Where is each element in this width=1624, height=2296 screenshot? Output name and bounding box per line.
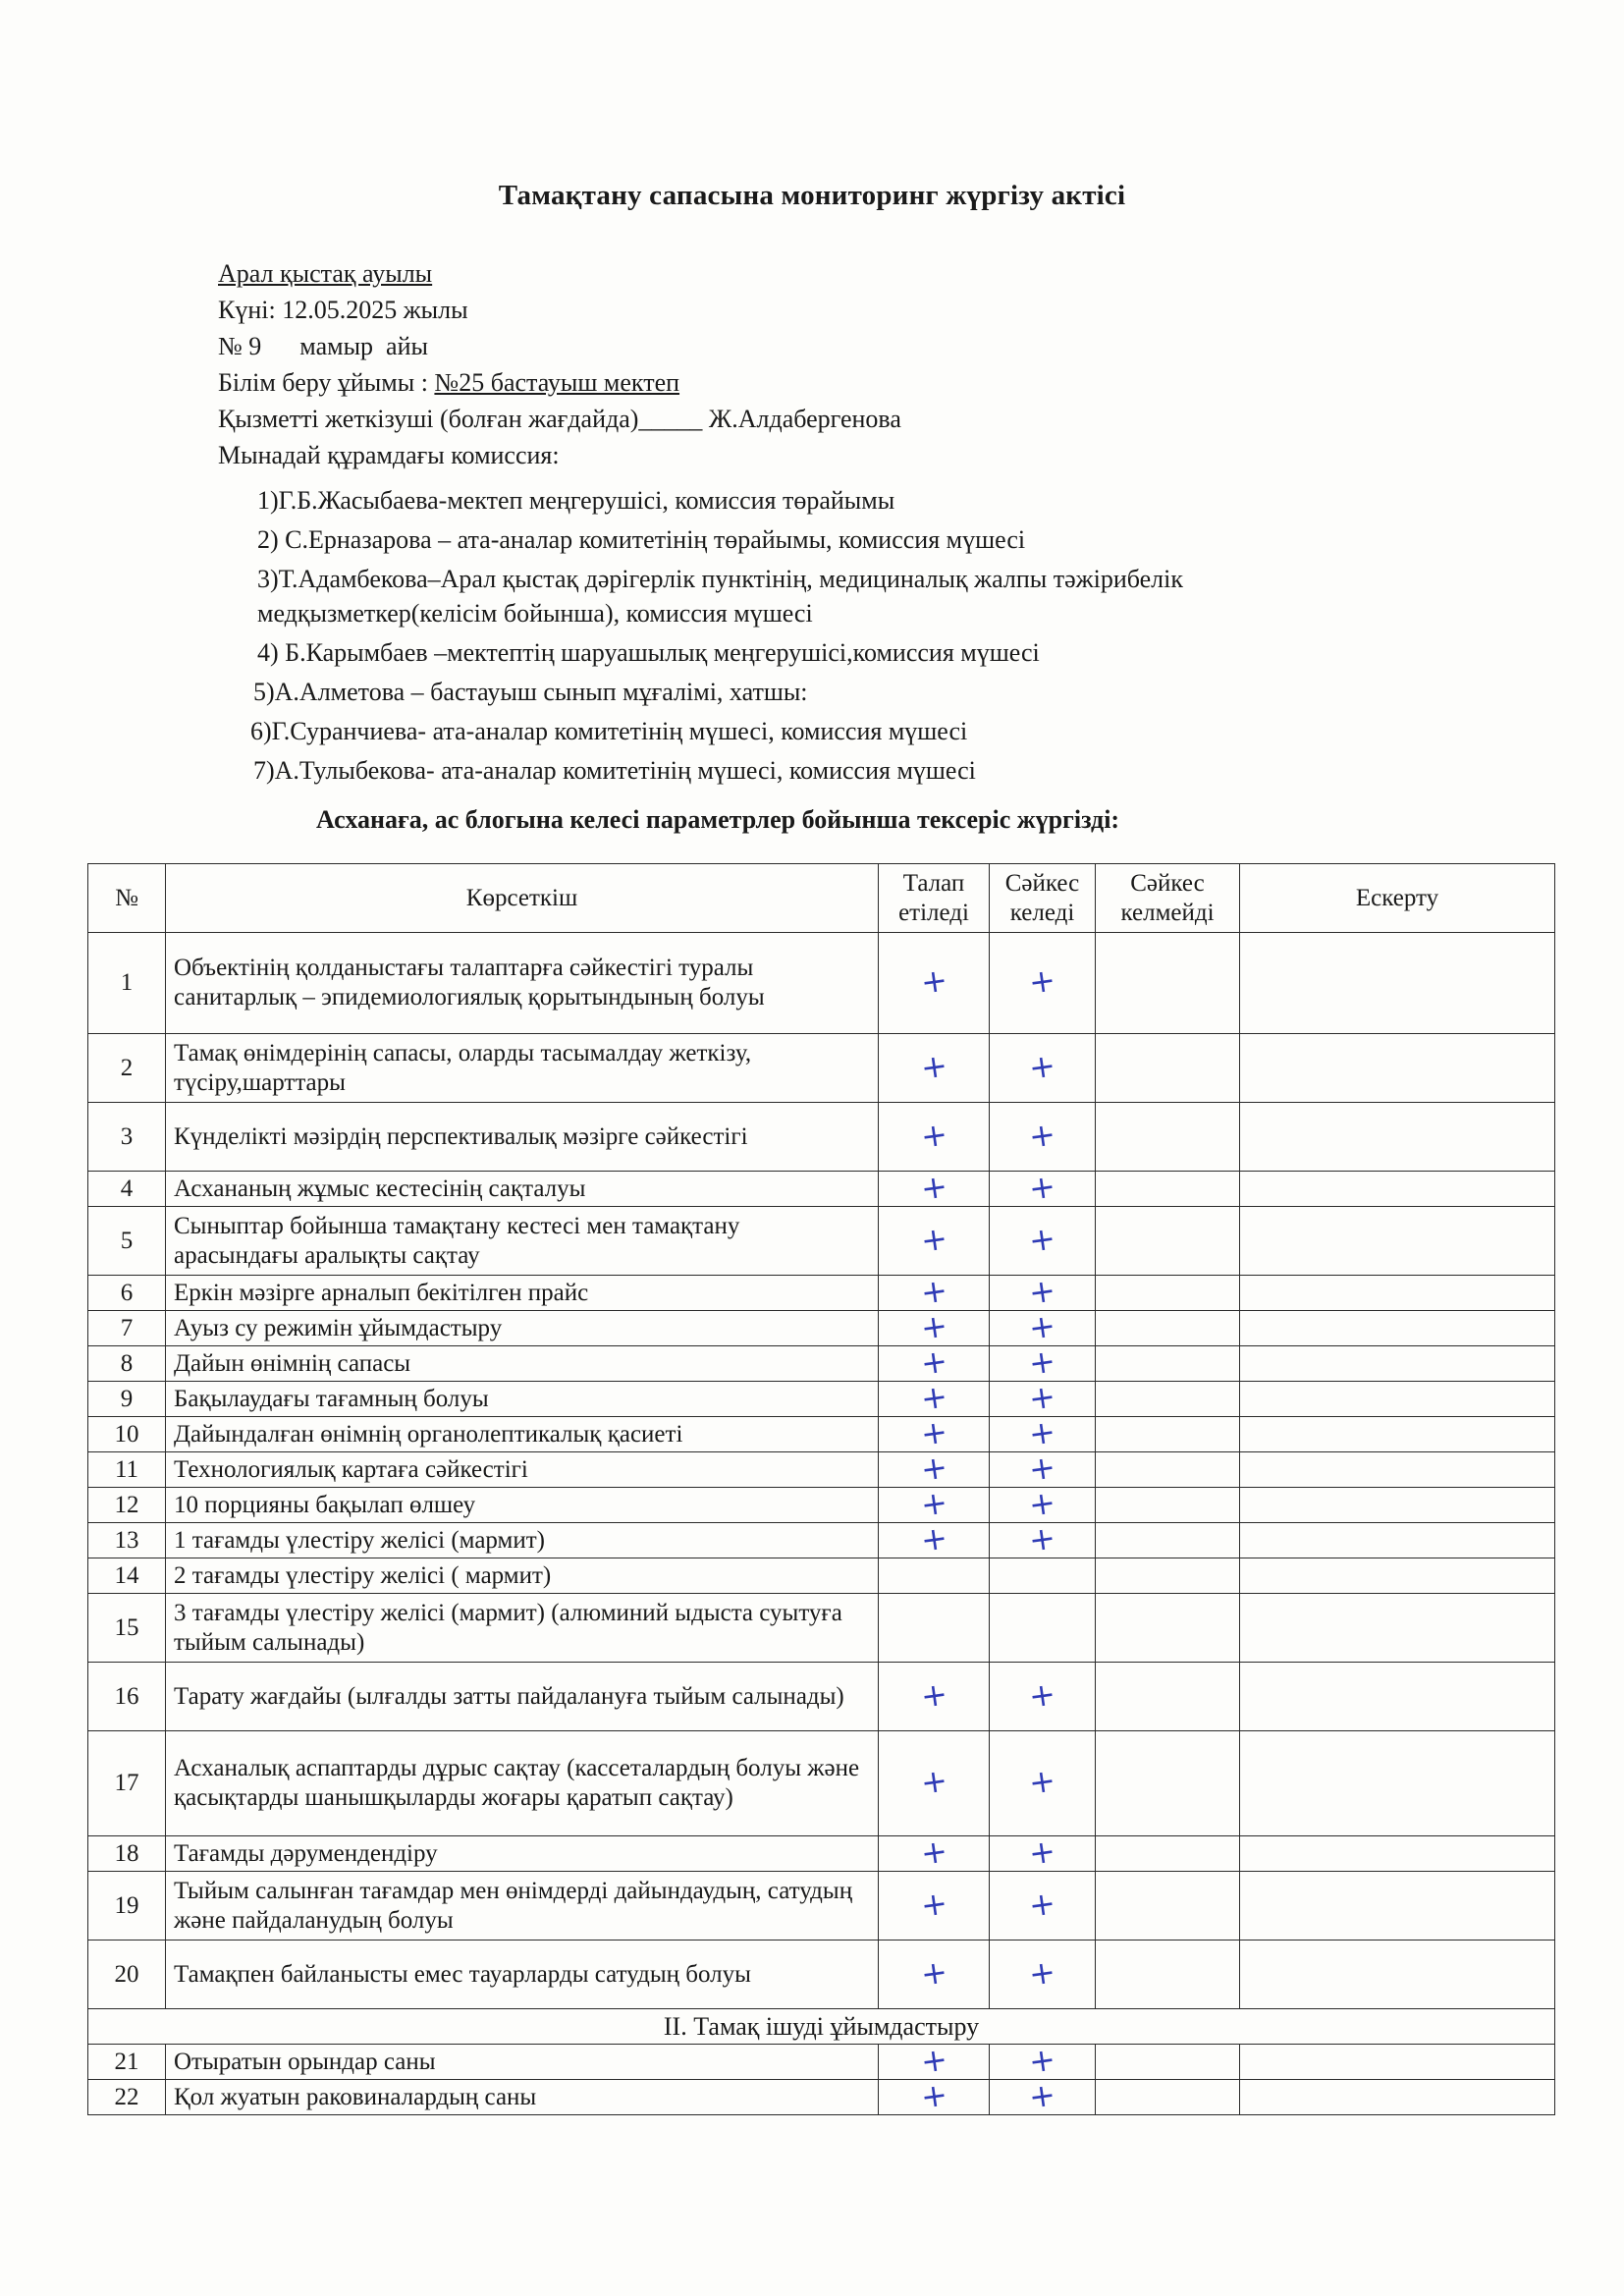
row-number: 21 — [88, 2045, 166, 2080]
row-not-matches-cell — [1096, 933, 1240, 1034]
row-matches-mark — [990, 1731, 1096, 1836]
plus-mark: + — [1026, 1305, 1058, 1347]
row-indicator: Тамақпен байланысты емес тауарларды сатудың болуы — [166, 1941, 879, 2009]
row-note-cell — [1240, 1872, 1555, 1941]
row-indicator: Тыйым салынған тағамдар мен өнімдерді дайындаудың, сатудың және пайдаланудың болуы — [166, 1872, 879, 1941]
row-matches-mark — [990, 2039, 1096, 2081]
row-number: 15 — [88, 1594, 166, 1663]
plus-mark: + — [1026, 1270, 1058, 1312]
row-indicator: Дайындалған өнімнің органолептикалық қасиеті — [166, 1417, 879, 1452]
plus-mark: + — [918, 1045, 949, 1087]
plus-mark: + — [1026, 1761, 1058, 1802]
row-not-matches-cell — [1096, 1523, 1240, 1558]
plus-mark: + — [1026, 1517, 1058, 1559]
table-row — [88, 1382, 1555, 1417]
header-note: Ескерту — [1240, 864, 1555, 933]
row-matches-mark — [990, 2074, 1096, 2116]
row-matches-mark — [990, 1340, 1096, 1383]
plus-mark: + — [1026, 1218, 1058, 1260]
row-matches-mark — [990, 1517, 1096, 1559]
row-note-cell — [1240, 1594, 1555, 1663]
plus-mark: + — [918, 1305, 949, 1347]
row-indicator: Ауыз су режимін ұйымдастыру — [166, 1311, 879, 1346]
section-2-title: II. Тамақ ішуді ұйымдастыру — [88, 2009, 1555, 2045]
row-indicator: 3 тағамды үлестіру желісі (мармит) (алюминий ыдыста суытуға тыйым салынады) — [166, 1594, 879, 1663]
row-not-matches-cell — [1096, 1452, 1240, 1488]
row-matches-mark — [990, 1207, 1096, 1276]
plus-mark: + — [1026, 2039, 1058, 2081]
member-1: 1)Г.Б.Жасыбаева-мектеп меңгерушісі, комиссия төрайымы — [257, 486, 895, 515]
plus-mark: + — [1026, 1166, 1058, 1208]
plus-mark: + — [918, 1376, 949, 1418]
row-matches-mark — [990, 933, 1096, 1034]
member-3-continued: медқызметкер(келісім бойынша), комиссия мүшесі — [257, 599, 813, 628]
plus-mark: + — [918, 1447, 949, 1489]
plus-mark: + — [1026, 1376, 1058, 1418]
plus-mark: + — [918, 2039, 949, 2081]
row-number: 8 — [88, 1346, 166, 1382]
row-not-matches-cell — [1096, 1382, 1240, 1417]
row-not-matches-cell — [1096, 1836, 1240, 1872]
row-matches-mark — [990, 1872, 1096, 1941]
row-matches-mark — [990, 1166, 1096, 1208]
row-not-matches-cell — [1096, 1488, 1240, 1523]
act-date: Күні: 12.05.2025 жылы — [218, 296, 468, 324]
table-row — [88, 1452, 1555, 1488]
row-matches-mark — [990, 1376, 1096, 1418]
row-note-cell — [1240, 2045, 1555, 2080]
document-title: Тамақтану сапасына мониторинг жүргізу актісі — [498, 180, 1126, 211]
plus-mark: + — [918, 1673, 949, 1716]
row-number: 7 — [88, 1311, 166, 1346]
row-matches-mark — [990, 1034, 1096, 1103]
row-number: 11 — [88, 1452, 166, 1488]
member-5: 5)А.Алметова – бастауыш сынып мұғалімі, хатшы: — [253, 678, 808, 706]
row-not-matches-cell — [1096, 1311, 1240, 1346]
row-number: 10 — [88, 1417, 166, 1452]
row-number: 2 — [88, 1034, 166, 1103]
row-required-mark — [879, 2074, 990, 2116]
row-note-cell — [1240, 1731, 1555, 1836]
row-number: 17 — [88, 1731, 166, 1836]
table-header-row — [88, 864, 1555, 933]
row-indicator: Дайын өнімнің сапасы — [166, 1346, 879, 1382]
row-matches-mark — [990, 1663, 1096, 1731]
plus-mark: + — [918, 1951, 949, 1994]
row-indicator: Тағамды дәрумендендіру — [166, 1836, 879, 1872]
row-required-mark — [879, 1941, 990, 2009]
row-indicator: Қол жуатын раковиналардың саны — [166, 2080, 879, 2115]
table-row — [88, 1663, 1555, 1731]
plus-mark: + — [918, 1831, 949, 1873]
row-note-cell — [1240, 1417, 1555, 1452]
row-not-matches-cell — [1096, 1558, 1240, 1594]
organization-name: №25 бастауыш мектеп — [434, 368, 680, 397]
table-row — [88, 2045, 1555, 2080]
header-required: Талап етіледі — [879, 864, 990, 933]
row-note-cell — [1240, 1452, 1555, 1488]
row-note-cell — [1240, 1663, 1555, 1731]
row-note-cell — [1240, 1346, 1555, 1382]
row-matches-mark — [990, 1305, 1096, 1347]
row-indicator: Бақылаудағы тағамның болуы — [166, 1382, 879, 1417]
plus-mark: + — [918, 1761, 949, 1802]
row-number: 5 — [88, 1207, 166, 1276]
row-number: 16 — [88, 1663, 166, 1731]
plus-mark: + — [1026, 1411, 1058, 1453]
row-required-mark — [879, 1447, 990, 1489]
plus-mark: + — [918, 1218, 949, 1260]
row-number: 18 — [88, 1836, 166, 1872]
row-required-mark — [879, 1305, 990, 1347]
row-not-matches-cell — [1096, 1103, 1240, 1172]
row-required-mark — [879, 1411, 990, 1453]
row-indicator: Күнделікті мәзірдің перспективалық мәзірге сәйкестігі — [166, 1103, 879, 1172]
row-required-mark — [879, 1103, 990, 1172]
table-row — [88, 1103, 1555, 1172]
plus-mark: + — [1026, 1951, 1058, 1994]
row-required-mark — [879, 1731, 990, 1836]
row-not-matches-cell — [1096, 1207, 1240, 1276]
plus-mark: + — [1026, 1673, 1058, 1716]
row-number: 14 — [88, 1558, 166, 1594]
table-row — [88, 1594, 1555, 1663]
row-note-cell — [1240, 1207, 1555, 1276]
row-matches-mark — [990, 1270, 1096, 1312]
row-number: 13 — [88, 1523, 166, 1558]
member-7: 7)А.Тулыбекова- ата-аналар комитетінің мүшесі, комиссия мүшесі — [253, 756, 976, 785]
row-note-cell — [1240, 1311, 1555, 1346]
table-row — [88, 1558, 1555, 1594]
organization-label: Білім беру ұйымы : — [218, 368, 435, 397]
row-number: 22 — [88, 2080, 166, 2115]
row-note-cell — [1240, 1103, 1555, 1172]
row-required-mark — [879, 1872, 990, 1941]
row-number: 20 — [88, 1941, 166, 2009]
header-not-matches: Сәйкес келмейді — [1096, 864, 1240, 933]
row-indicator: Еркін мәзірге арналып бекітілген прайс — [166, 1276, 879, 1311]
row-not-matches-cell — [1096, 1731, 1240, 1836]
row-number: 19 — [88, 1872, 166, 1941]
table-row — [88, 1276, 1555, 1311]
member-4: 4) Б.Карымбаев –мектептің шаруашылық меңгерушісі,комиссия мүшесі — [257, 638, 1040, 667]
row-indicator: Сыныптар бойынша тамақтану кестесі мен тамақтану арасындағы аралықты сақтау — [166, 1207, 879, 1276]
row-matches-mark — [990, 1558, 1096, 1594]
inspection-title: Асханаға, ас блогына келесі параметрлер бойынша тексеріс жүргізді: — [316, 805, 1120, 834]
table-row — [88, 1311, 1555, 1346]
row-indicator: Тамақ өнімдерінің сапасы, оларды тасымалдау жеткізу, түсіру,шарттары — [166, 1034, 879, 1103]
row-not-matches-cell — [1096, 1872, 1240, 1941]
row-required-mark — [879, 1594, 990, 1663]
row-number: 4 — [88, 1172, 166, 1207]
plus-mark: + — [1026, 2074, 1058, 2116]
row-note-cell — [1240, 933, 1555, 1034]
row-indicator: 10 порцияны бақылап өлшеу — [166, 1488, 879, 1523]
row-number: 6 — [88, 1276, 166, 1311]
row-required-mark — [879, 1376, 990, 1418]
row-number: 12 — [88, 1488, 166, 1523]
plus-mark: + — [1026, 1482, 1058, 1524]
row-number: 3 — [88, 1103, 166, 1172]
row-indicator: Асхананың жұмыс кестесінің сақталуы — [166, 1172, 879, 1207]
row-not-matches-cell — [1096, 1663, 1240, 1731]
row-note-cell — [1240, 2080, 1555, 2115]
row-not-matches-cell — [1096, 1346, 1240, 1382]
row-indicator: Тарату жағдайы (ылғалды затты пайдалануға тыйым салынады) — [166, 1663, 879, 1731]
service-provider: Қызметті жеткізуші (болған жағдайда)_____ Ж.Алдабергенова — [218, 405, 901, 433]
row-required-mark — [879, 1831, 990, 1873]
row-note-cell — [1240, 1836, 1555, 1872]
row-indicator: Асханалық аспаптарды дұрыс сақтау (кассеталардың болуы және қасықтарды шанышқыларды жоғары қаратып сақтау) — [166, 1731, 879, 1836]
plus-mark: + — [918, 1482, 949, 1524]
row-required-mark — [879, 1166, 990, 1208]
plus-mark: + — [1026, 1045, 1058, 1087]
village-name: Арал қыстақ ауылы — [218, 259, 433, 288]
table-row — [88, 1941, 1555, 2009]
member-2: 2) С.Ерназарова – ата-аналар комитетінің төрайымы, комиссия мүшесі — [257, 525, 1026, 554]
plus-mark: + — [1026, 1831, 1058, 1873]
row-note-cell — [1240, 1172, 1555, 1207]
table-row — [88, 1417, 1555, 1452]
row-matches-mark — [990, 1447, 1096, 1489]
table-row — [88, 1172, 1555, 1207]
table-row — [88, 933, 1555, 1034]
row-indicator: Отыратын орындар саны — [166, 2045, 879, 2080]
row-number: 1 — [88, 933, 166, 1034]
plus-mark: + — [918, 1270, 949, 1312]
row-required-mark — [879, 1663, 990, 1731]
plus-mark: + — [1026, 1340, 1058, 1383]
row-required-mark — [879, 1034, 990, 1103]
row-note-cell — [1240, 1941, 1555, 2009]
row-not-matches-cell — [1096, 2045, 1240, 2080]
organization-line — [218, 364, 901, 401]
row-required-mark — [879, 1558, 990, 1594]
plus-mark: + — [1026, 1447, 1058, 1489]
row-indicator: 2 тағамды үлестіру желісі ( мармит) — [166, 1558, 879, 1594]
plus-mark: + — [1026, 1114, 1058, 1156]
row-required-mark — [879, 2039, 990, 2081]
row-not-matches-cell — [1096, 1594, 1240, 1663]
row-matches-mark — [990, 1482, 1096, 1524]
table-row — [88, 1488, 1555, 1523]
header-num: № — [88, 864, 166, 933]
plus-mark: + — [918, 1517, 949, 1559]
row-indicator: 1 тағамды үлестіру желісі (мармит) — [166, 1523, 879, 1558]
row-matches-mark — [990, 1103, 1096, 1172]
row-matches-mark — [990, 1941, 1096, 2009]
table-row — [88, 1731, 1555, 1836]
row-number: 9 — [88, 1382, 166, 1417]
row-matches-mark — [990, 1411, 1096, 1453]
row-indicator: Технологиялық картаға сәйкестігі — [166, 1452, 879, 1488]
row-required-mark — [879, 1207, 990, 1276]
row-not-matches-cell — [1096, 1034, 1240, 1103]
row-note-cell — [1240, 1276, 1555, 1311]
table-row — [88, 1034, 1555, 1103]
row-required-mark — [879, 1340, 990, 1383]
plus-mark: + — [918, 1411, 949, 1453]
row-note-cell — [1240, 1488, 1555, 1523]
row-required-mark — [879, 1270, 990, 1312]
plus-mark: + — [918, 1340, 949, 1383]
plus-mark: + — [918, 960, 949, 1002]
row-not-matches-cell — [1096, 1172, 1240, 1207]
row-matches-mark — [990, 1594, 1096, 1663]
member-6: 6)Г.Суранчиева- ата-аналар комитетінің мүшесі, комиссия мүшесі — [250, 717, 968, 745]
table-row — [88, 1346, 1555, 1382]
row-not-matches-cell — [1096, 2080, 1240, 2115]
row-required-mark — [879, 1482, 990, 1524]
row-note-cell — [1240, 1523, 1555, 1558]
member-3: 3)Т.Адамбекова–Арал қыстақ дәрігерлік пунктінің, медициналық жалпы тәжірибелік — [257, 565, 1183, 593]
row-required-mark — [879, 933, 990, 1034]
plus-mark: + — [1026, 960, 1058, 1002]
table-row — [88, 1872, 1555, 1941]
row-note-cell — [1240, 1034, 1555, 1103]
header-matches: Сәйкес келеді — [990, 864, 1096, 933]
act-number-month: № 9 мамыр айы — [218, 332, 428, 360]
table-row — [88, 1836, 1555, 1872]
row-not-matches-cell — [1096, 1941, 1240, 2009]
section-2-row — [88, 2009, 1555, 2045]
act-header — [218, 255, 901, 473]
header-indicator: Көрсеткіш — [166, 864, 879, 933]
table-row — [88, 1523, 1555, 1558]
row-not-matches-cell — [1096, 1276, 1240, 1311]
plus-mark: + — [918, 1883, 949, 1925]
plus-mark: + — [1026, 1883, 1058, 1925]
table-row — [88, 1207, 1555, 1276]
row-not-matches-cell — [1096, 1417, 1240, 1452]
plus-mark: + — [918, 1166, 949, 1208]
plus-mark: + — [918, 1114, 949, 1156]
inspection-table — [87, 863, 1555, 2115]
row-indicator: Объектінің қолданыстағы талаптарға сәйкестігі туралы санитарлық – эпидемиологиялық қорытындының болуы — [166, 933, 879, 1034]
row-note-cell — [1240, 1558, 1555, 1594]
table-row — [88, 2080, 1555, 2115]
row-matches-mark — [990, 1831, 1096, 1873]
commission-intro: Мынадай құрамдағы комиссия: — [218, 441, 560, 469]
row-note-cell — [1240, 1382, 1555, 1417]
row-required-mark — [879, 1517, 990, 1559]
plus-mark: + — [918, 2074, 949, 2116]
